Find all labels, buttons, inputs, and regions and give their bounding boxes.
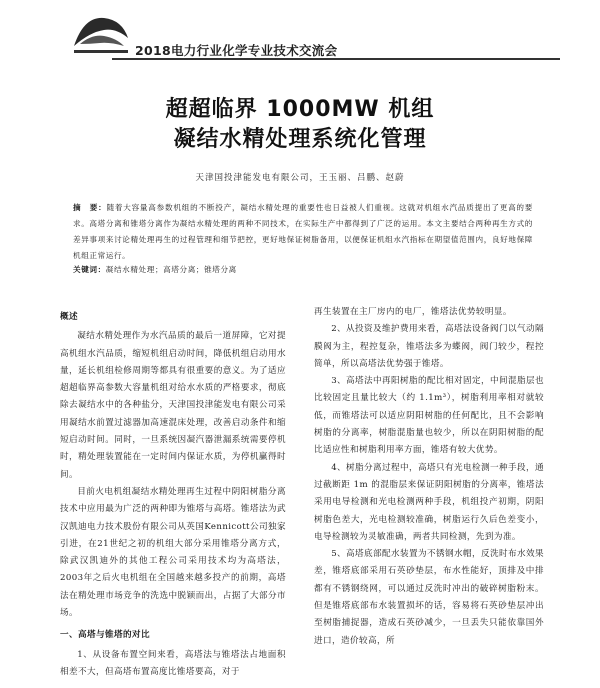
section-heading-comparison: 一、高塔与锥塔的对比 bbox=[60, 630, 150, 641]
paragraph: 5、高塔底部配水装置为不锈钢水帽，反洗时布水效果差，锥塔底部采用石英砂垫层，布水性能好，顶排及中排都有不锈钢绕网，可以通过反洗时冲出的破碎树脂粉末。但是锥塔底部布水装置损坏的话，容易将石英砂垫层冲出至树脂捕捉器，造成石英砂减少，一旦丢失只能依靠国外进口，造价较高，所 bbox=[314, 549, 544, 646]
page-header bbox=[0, 0, 600, 62]
header-divider bbox=[112, 58, 560, 60]
keywords bbox=[73, 264, 237, 275]
paragraph: 3、高塔法中再阳树脂的配比相对固定，中间混脂层也比较固定且量比较大（约 1.1m³），树脂利用率相对就较低，而锥塔法可以适应阴阳树脂的任何配比，且不会影响树脂的分离率，树脂混脂量也较少，所以在阴阳树脂的配比适应性和树脂利用率方面，锥塔有较大优势。 bbox=[314, 376, 544, 456]
paragraph: 目前火电机组凝结水精处理再生过程中阴阳树脂分离技术中应用最为广泛的两种即为锥塔与高塔。锥塔法为武汉凯迪电力技术股份有限公司从英国Kennicott公司独家引进，在21世纪之初的机组大部分采用锥塔分离方式，除武汉凯迪外的其他工程公司采用技术均为高塔法，2003年之后火电机组在全国越来越多投产的前期，高塔法在精处理市场竞争的洗选中脱颖而出，占据了大部分市场。 bbox=[60, 486, 286, 619]
paper-authors: 天津国投津能发电有限公司，王玉丽、吕鹏、赵蔚 bbox=[195, 173, 405, 183]
keywords-label: 关键词： bbox=[73, 265, 106, 274]
conference-logo-icon bbox=[70, 10, 132, 58]
abstract-text: 随着大容量高参数机组的不断投产，凝结水精处理的重要性也日益被人们重视。这就对机组水汽品质提出了更高的要求。高塔分离和锥塔分离作为凝结水精处理的两种不同技术，在实际生产中都得到了广泛的运用。本文主要结合两种再生方式的差异事项来讨论精处理再生的过程管理和细节把控，更好地保证树脂备用，以便保证机组水汽指标在期望值范围内，良好地保障机组正常运行。 bbox=[73, 203, 533, 260]
paragraph: 1、从设备布置空间来看，高塔法与锥塔法占地面积相差不大，但高塔布置高度比锥塔要高，对于 bbox=[60, 649, 286, 677]
paragraph: 再生装置在主厂房内的电厂，锥塔法优势较明显。 bbox=[314, 307, 512, 317]
right-column bbox=[314, 304, 544, 650]
header-title: 2018电力行业化学专业技术交流会 bbox=[135, 43, 338, 58]
left-column bbox=[60, 304, 286, 681]
section-heading-overview: 概述 bbox=[60, 312, 78, 322]
keywords-text: 凝结水精处理；高塔分离；锥塔分离 bbox=[105, 265, 237, 274]
abstract-label: 摘 要： bbox=[73, 203, 107, 212]
paragraph: 凝结水精处理作为水汽品质的最后一道屏障，它对提高机组水汽品质，缩短机组启动时间，降低机组启动用水量，延长机组检修周期等都具有很重要的意义。为了适应超超临界高参数大容量机组对给水水质的严格要求，彻底除去凝结水中的各种盐分，天津国投津能发电有限公司采用凝结水前置过滤器加高速混床处理，改善启动条件和缩短启动时间。同时，一旦系统因凝汽器泄漏系统需要停机时，精处理装置能在一定时间内保证水质，为停机赢得时间。 bbox=[60, 331, 286, 480]
paper-title-line1: 超超临界 1000MW 机组 bbox=[165, 97, 435, 122]
paper-title-line2: 凝结水精处理系统化管理 bbox=[173, 127, 427, 152]
paragraph: 4、树脂分离过程中，高塔只有光电检测一种手段，通过截断距 1m 的混脂层来保证阴阳树脂的分离率，锥塔法采用电导检测和光电检测两种手段，机组投产初期，阴阳树脂色差大，光电检测较准确，树脂运行久后色差变小，电导检测较为灵敏准确，两者共同检测，先到为准。 bbox=[314, 462, 544, 542]
paragraph: 2、从投资及维护费用来看，高塔法设备阀门以气动隔膜阀为主，程控复杂，锥塔法多为蝶阀，阀门较少，程控简单，所以高塔法优势强于锥塔。 bbox=[314, 324, 544, 369]
abstract bbox=[73, 200, 533, 264]
